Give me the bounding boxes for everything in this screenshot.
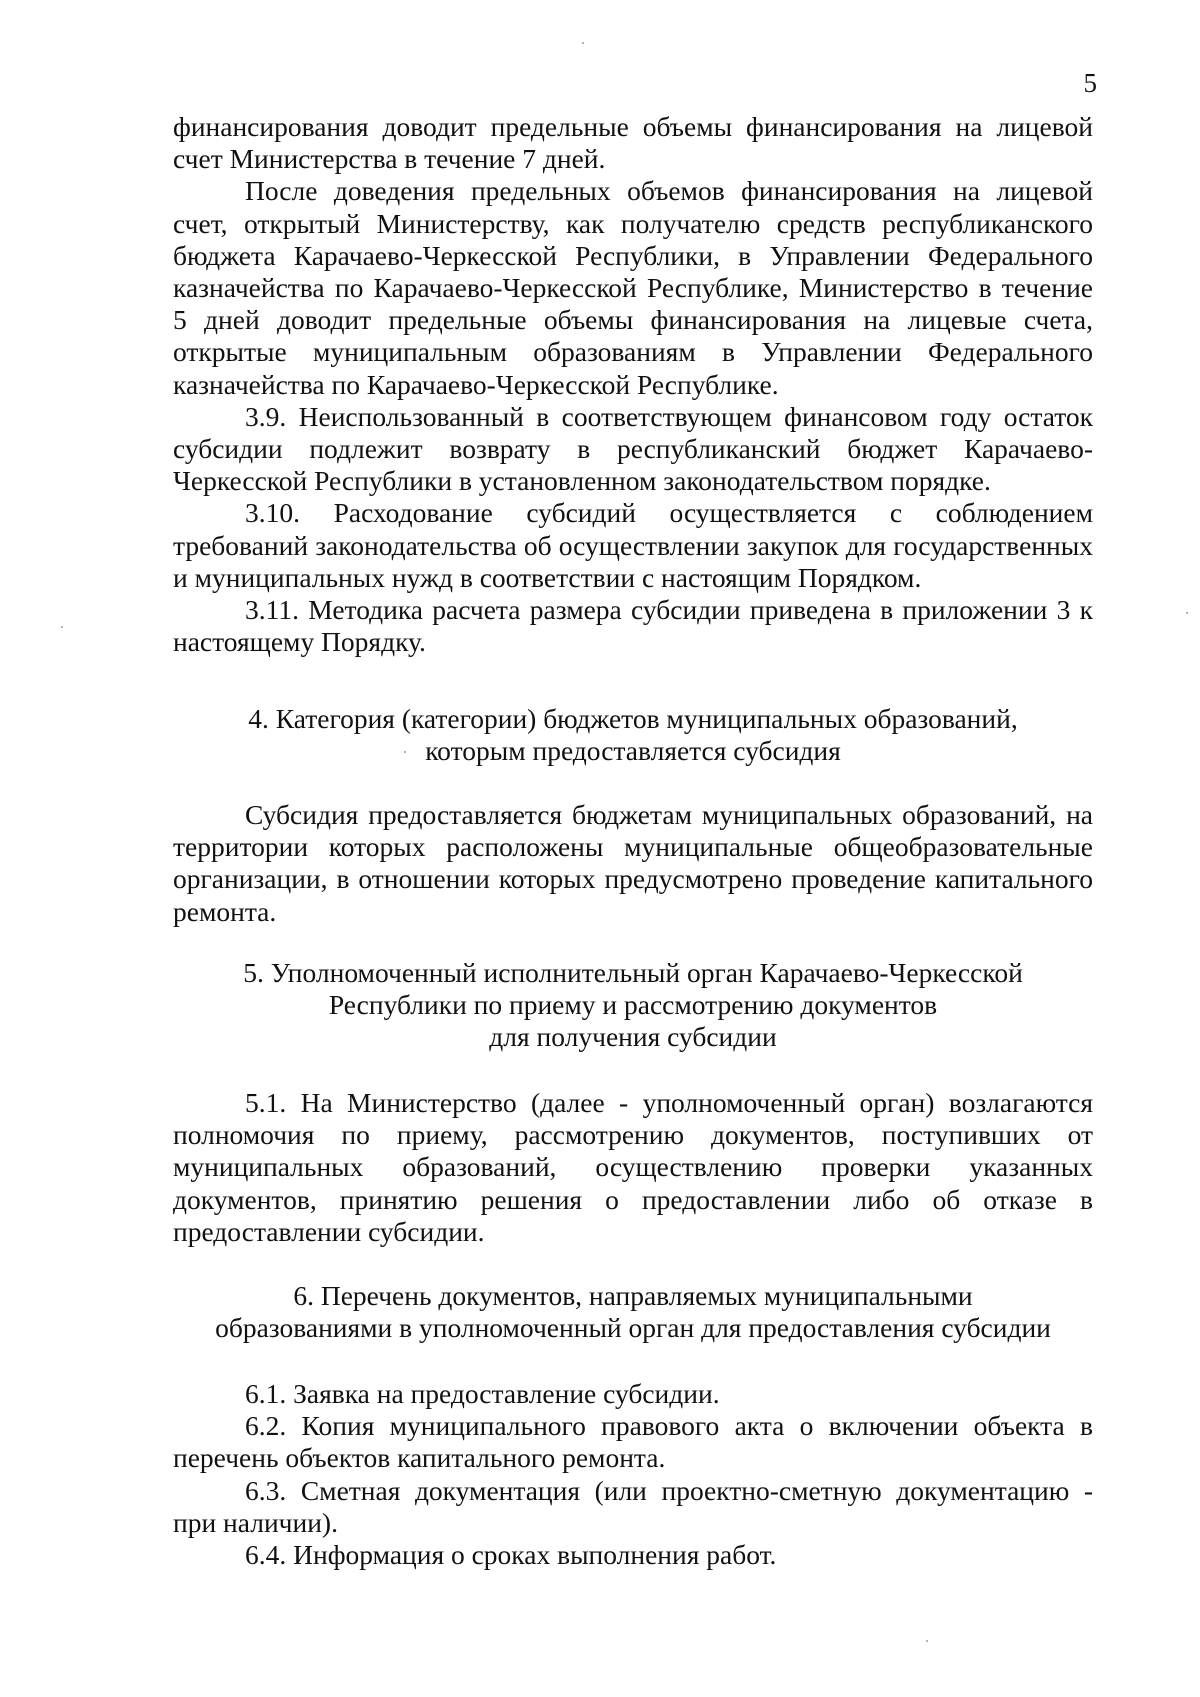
scan-speck xyxy=(926,1640,928,1642)
scan-speck xyxy=(61,626,63,628)
paragraph-3-10: 3.10. Расходование субсидий осуществляется с соблюдением требований законодательства об осуществлении закупок для государственных и муниципальных нужд в соответствии с настоящим Порядком. xyxy=(173,497,1093,593)
paragraph-6-2: 6.2. Копия муниципального правового акта о включении объекта в перечень объектов капитального ремонта. xyxy=(173,1410,1093,1474)
section-6-body xyxy=(173,1378,1093,1571)
section-5-heading-line-2: Республики по приему и рассмотрению документов xyxy=(328,989,938,1021)
scan-speck xyxy=(404,751,406,753)
paragraph-subsidy-provided: Субсидия предоставляется бюджетам муниципальных образований, на территории которых расположены муниципальные общеобразовательные организации, в отношении которых предусмотрено проведение капитального ремонта. xyxy=(173,799,1093,927)
section-4-body xyxy=(173,799,1093,928)
section-6-heading-line-1: 6. Перечень документов, направляемых муниципальными xyxy=(293,1280,973,1311)
section-5-body xyxy=(173,1087,1093,1248)
section-4-heading xyxy=(173,703,1093,767)
paragraph-financing-continuation: финансирования доводит предельные объемы финансирования на лицевой счет Министерства в течение 7 дней. xyxy=(173,111,1093,175)
paragraph-3-11: 3.11. Методика расчета размера субсидии приведена в приложении 3 к настоящему Порядку. xyxy=(173,594,1093,658)
section-5-heading-line-3: для получения субсидии xyxy=(489,1021,777,1053)
paragraph-5-1: 5.1. На Министерство (далее - уполномоченный орган) возлагаются полномочия по приему, рассмотрению документов, поступивших от муниципальных образований, осуществлению проверки указанных документов, принятию решения о предоставлении либо об отказе в предоставлении субсидии. xyxy=(173,1087,1093,1247)
page-number: 5 xyxy=(1083,68,1097,98)
paragraph-3-9: 3.9. Неиспользованный в соответствующем финансовом году остаток субсидии подлежит возврату в республиканский бюджет Карачаево-Черкесской Республики в установленном законодательством порядке. xyxy=(173,400,1093,497)
section-6-heading-line-2: образованиями в уполномоченный орган для предоставления субсидии xyxy=(215,1312,1051,1344)
section-4-heading-line-2: которым предоставляется субсидия xyxy=(425,735,841,767)
scan-speck xyxy=(582,42,584,44)
paragraph-after-limits: После доведения предельных объемов финансирования на лицевой счет, открытый Министерству, как получателю средств республиканского бюджета Карачаево-Черкесской Республики, в Управлении Федерального казначейства по Карачаево-Черкесской Республике, Министерство в течение 5 дней доводит предельные объемы финансирования на лицевые счета, открытые муниципальным образованиям в Управлении Федерального казначейства по Карачаево-Черкесской Республике. xyxy=(173,175,1093,400)
section-5-heading xyxy=(173,957,1093,1054)
section-5-heading-line-1: 5. Уполномоченный исполнительный орган Карачаево-Черкесской xyxy=(243,957,1023,988)
paragraph-6-1: 6.1. Заявка на предоставление субсидии. xyxy=(245,1378,720,1409)
paragraph-6-3: 6.3. Сметная документация (или проектно-сметную документацию - при наличии). xyxy=(173,1474,1093,1538)
section-3-continuation xyxy=(173,111,1093,658)
section-4-heading-line-1: 4. Категория (категории) бюджетов муниципальных образований, xyxy=(248,703,1018,734)
section-6-heading xyxy=(173,1280,1093,1344)
paragraph-6-4: 6.4. Информация о сроках выполнения работ. xyxy=(245,1539,777,1571)
scan-speck xyxy=(1186,612,1188,614)
